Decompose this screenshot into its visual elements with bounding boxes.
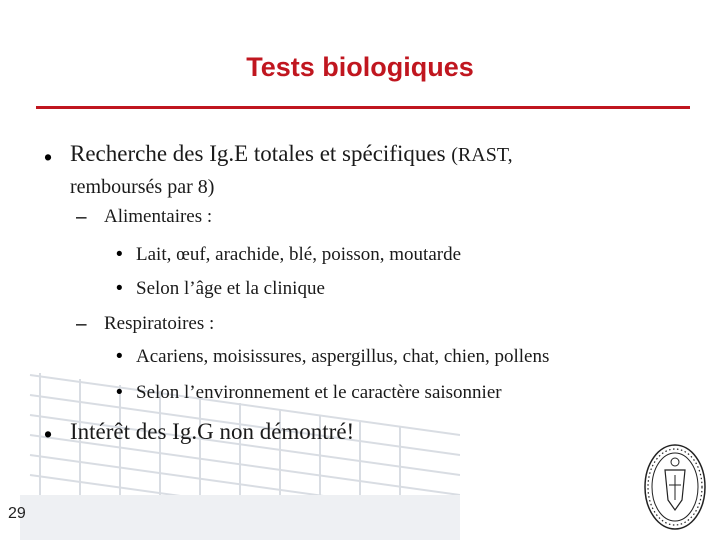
bullet-marker: • bbox=[116, 244, 123, 265]
university-seal-icon bbox=[640, 440, 710, 535]
bullet-marker: • bbox=[116, 278, 123, 299]
sub-bullet-respiratoires: Respiratoires : bbox=[104, 313, 215, 334]
page-number: 29 bbox=[8, 505, 26, 522]
bullet-continuation: remboursés par 8) bbox=[70, 176, 215, 198]
bullet-marker: • bbox=[116, 382, 123, 403]
title-divider bbox=[36, 106, 690, 109]
slide-title: Tests biologiques bbox=[246, 52, 474, 82]
item-allergenes-respiratoires: Acariens, moisissures, aspergillus, chat, chien, pollens bbox=[136, 346, 550, 367]
bullet-igg: Intérêt des Ig.G non démontré! bbox=[70, 419, 355, 444]
bullet-text: Recherche des Ig.E totales et spécifiques bbox=[70, 141, 446, 166]
item-age-clinique: Selon l’âge et la clinique bbox=[136, 278, 325, 299]
bullet-marker: • bbox=[44, 144, 53, 170]
dash-marker: – bbox=[76, 314, 87, 335]
dash-marker: – bbox=[76, 207, 87, 228]
sub-bullet-alimentaires: Alimentaires : bbox=[104, 206, 213, 227]
bullet-marker: • bbox=[44, 421, 53, 447]
item-environnement: Selon l’environnement et le caractère saisonnier bbox=[136, 382, 502, 403]
bullet-marker: • bbox=[116, 346, 123, 367]
bullet-recherche-ige bbox=[70, 141, 690, 167]
bullet-paren: (RAST, bbox=[451, 144, 513, 166]
item-aliments: Lait, œuf, arachide, blé, poisson, moutarde bbox=[136, 244, 462, 265]
